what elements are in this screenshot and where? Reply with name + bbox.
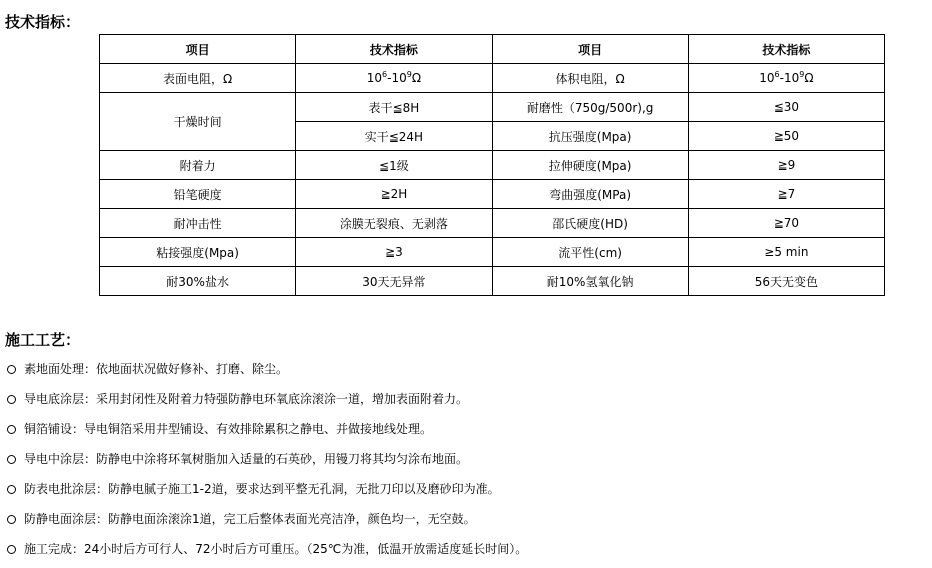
cell-value: ≧2H	[296, 180, 492, 209]
list-item: 铜箔铺设：导电铜箔采用井型铺设、有效排除累积之静电、并做接地线处理。	[7, 418, 527, 448]
cell-value: ≧3	[296, 238, 492, 267]
cell-item: 邵氏硬度(HD)	[492, 209, 688, 238]
cell-value: 表干≦8H	[296, 93, 492, 122]
cell-item: 弯曲强度(MPa)	[492, 180, 688, 209]
circle-bullet-icon	[7, 545, 16, 554]
tech-spec-table	[99, 34, 885, 296]
cell-item: 耐30%盐水	[100, 267, 296, 296]
header-spec: 技术指标	[688, 35, 884, 64]
process-steps-list	[7, 358, 527, 568]
circle-bullet-icon	[7, 425, 16, 434]
header-spec: 技术指标	[296, 35, 492, 64]
table-row	[100, 64, 885, 93]
circle-bullet-icon	[7, 515, 16, 524]
cell-value: 30天无异常	[296, 267, 492, 296]
cell-item: 干燥时间	[100, 93, 296, 151]
cell-item: 粘接强度(Mpa)	[100, 238, 296, 267]
section-title-construction-process: 施工工艺：	[5, 331, 81, 349]
cell-item: 表面电阻，Ω	[100, 64, 296, 93]
table-row	[100, 238, 885, 267]
cell-item: 耐磨性（750g/500r),g	[492, 93, 688, 122]
table-row	[100, 151, 885, 180]
table-row	[100, 267, 885, 296]
section-title-tech-specs: 技术指标：	[5, 13, 81, 31]
cell-value: ≧9	[688, 151, 884, 180]
cell-value: 实干≦24H	[296, 122, 492, 151]
cell-item: 铅笔硬度	[100, 180, 296, 209]
cell-item: 流平性(cm)	[492, 238, 688, 267]
list-item: 导电中涂层：防静电中涂将环氧树脂加入适量的石英砂，用镘刀将其均匀涂布地面。	[7, 448, 527, 478]
cell-value: ≦30	[688, 93, 884, 122]
cell-item: 耐冲击性	[100, 209, 296, 238]
circle-bullet-icon	[7, 485, 16, 494]
list-item: 防静电面涂层：防静电面涂滚涂1道，完工后整体表面光亮洁净，颜色均一，无空鼓。	[7, 508, 527, 538]
circle-bullet-icon	[7, 395, 16, 404]
cell-value: $10^6-10^9\Omega$	[688, 64, 884, 93]
cell-value: ≦1级	[296, 151, 492, 180]
circle-bullet-icon	[7, 455, 16, 464]
cell-item: 拉伸硬度(Mpa)	[492, 151, 688, 180]
header-item: 项目	[492, 35, 688, 64]
table-row	[100, 209, 885, 238]
cell-value: 涂膜无裂痕、无剥落	[296, 209, 492, 238]
cell-item: 耐10%氢氧化钠	[492, 267, 688, 296]
list-item: 素地面处理：依地面状况做好修补、打磨、除尘。	[7, 358, 527, 388]
table-row	[100, 93, 885, 122]
cell-value: ≥5 min	[688, 238, 884, 267]
list-item: 施工完成：24小时后方可行人、72小时后方可重压。（25℃为准，低温开放需适度延长时间）。	[7, 538, 527, 568]
list-item: 导电底涂层：采用封闭性及附着力特强防静电环氧底涂滚涂一道，增加表面附着力。	[7, 388, 527, 418]
table-header-row	[100, 35, 885, 64]
cell-item: 附着力	[100, 151, 296, 180]
cell-value: $10^6-10^9\Omega$	[296, 64, 492, 93]
cell-item: 体积电阻，Ω	[492, 64, 688, 93]
header-item: 项目	[100, 35, 296, 64]
table-row	[100, 180, 885, 209]
cell-item: 抗压强度(Mpa)	[492, 122, 688, 151]
cell-value: 56天无变色	[688, 267, 884, 296]
cell-value: ≧50	[688, 122, 884, 151]
list-item: 防表电批涂层：防静电腻子施工1-2道，要求达到平整无孔洞，无批刀印以及磨砂印为准。	[7, 478, 527, 508]
cell-value: ≧70	[688, 209, 884, 238]
circle-bullet-icon	[7, 365, 16, 374]
cell-value: ≧7	[688, 180, 884, 209]
